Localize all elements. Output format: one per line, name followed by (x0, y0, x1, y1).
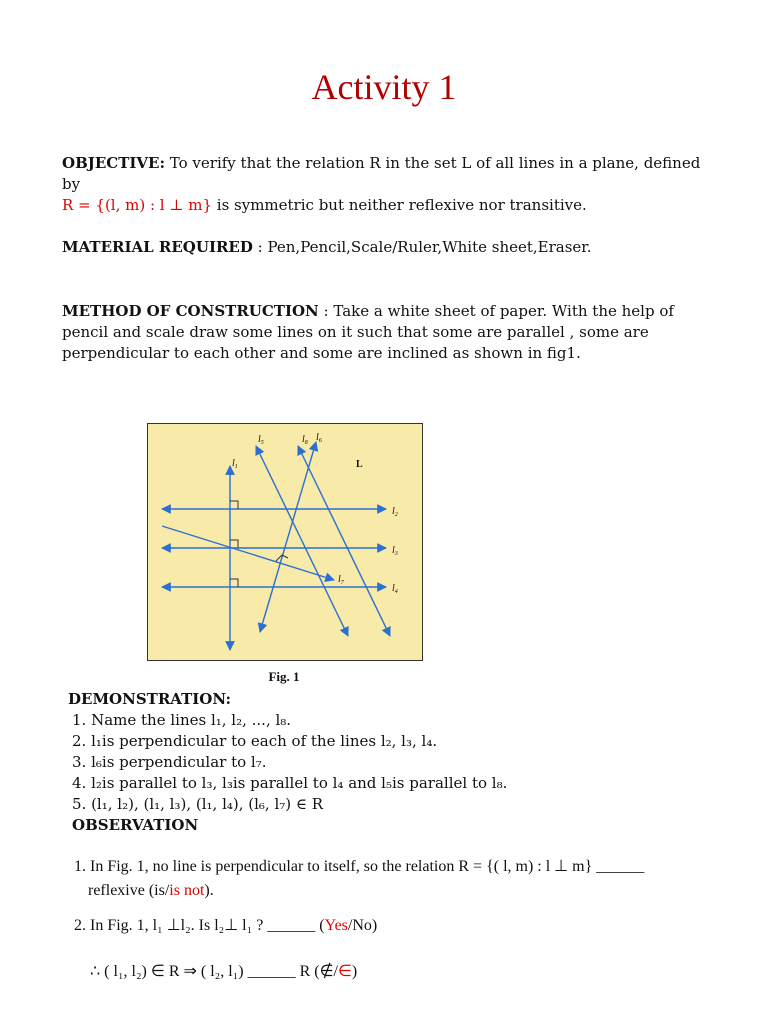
objective-label: OBJECTIVE: (62, 154, 166, 172)
svg-text:l2: $l_2$ (392, 506, 398, 518)
figure-caption: Fig. 1 (268, 669, 300, 684)
demo-item: 4. l₂is parallel to l₃, l₃is parallel to l₄ and l₅is parallel to l₈. (72, 774, 508, 792)
svg-text:l3: $l_3$ (392, 545, 398, 557)
material-label: MATERIAL REQUIRED (62, 238, 253, 256)
svg-text:l4: $l_4$ (392, 583, 398, 595)
lines-diagram (148, 424, 422, 660)
method-text: : Take a white sheet of paper. With the help of pencil and scale draw some lines on it such that some are parallel , some are perpendicular to each other and some are inclined as shown in fig1. (62, 302, 674, 362)
objective-text: To verify that the relation R in the set L of all lines in a plane, defined by (62, 154, 701, 193)
demo-item: 1. Name the lines l₁, l₂, ..., l₈. (72, 711, 292, 729)
demonstration-heading: DEMONSTRATION: (68, 690, 232, 708)
svg-text:l7: $l_7$ (338, 574, 344, 586)
method-label: METHOD OF CONSTRUCTION (62, 302, 319, 320)
line-l5 (256, 446, 348, 636)
demo-item: 5. (l₁, l₂), (l₁, l₃), (l₁, l₄), (l₆, l₇) ∈ R (72, 795, 324, 813)
observation-heading: OBSERVATION (72, 816, 199, 834)
demo-item: 2. l₁is perpendicular to each of the lines l₂, l₃, l₄. (72, 732, 438, 750)
svg-text:l5: $l_5$ (258, 434, 264, 446)
material-paragraph (62, 237, 722, 258)
figure-1 (147, 423, 423, 661)
svg-text:l8: $l_8$ (302, 434, 308, 446)
demonstration-section (68, 689, 728, 836)
observation-item-2: 2. In Fig. 1, l₁ ⊥l₂. Is l₂⊥ l₁ ? ______ (Yes/No) (74, 917, 378, 934)
material-text: : Pen,Pencil,Scale/Ruler,White sheet,Eraser. (252, 238, 592, 256)
label-l1: l (232, 458, 235, 469)
objective-relation: R = {(l, m) : l ⊥ m} (62, 196, 212, 214)
demo-item: 3. l₆is perpendicular to l₇. (72, 753, 267, 771)
page-title: Activity 1 (311, 67, 457, 107)
objective-paragraph (62, 153, 722, 216)
objective-text-2: is symmetric but neither reflexive nor transitive. (212, 196, 587, 214)
svg-text:l6: $l_6$ (316, 432, 322, 444)
method-paragraph (62, 301, 722, 364)
svg-text:l1: $l_1$ (232, 458, 238, 470)
observation-item-1: 1. In Fig. 1, no line is perpendicular to itself, so the relation R = {( l, m) : l ⊥ m} ______ reflexive (is/is not). (74, 858, 645, 899)
set-label: L (356, 459, 363, 470)
observation-item-3: ∴ ( l₁, l₂) ∈ R ⇒ ( l₂, l₁) ______ R (∉/∈) (90, 963, 358, 980)
line-l8 (298, 446, 390, 636)
